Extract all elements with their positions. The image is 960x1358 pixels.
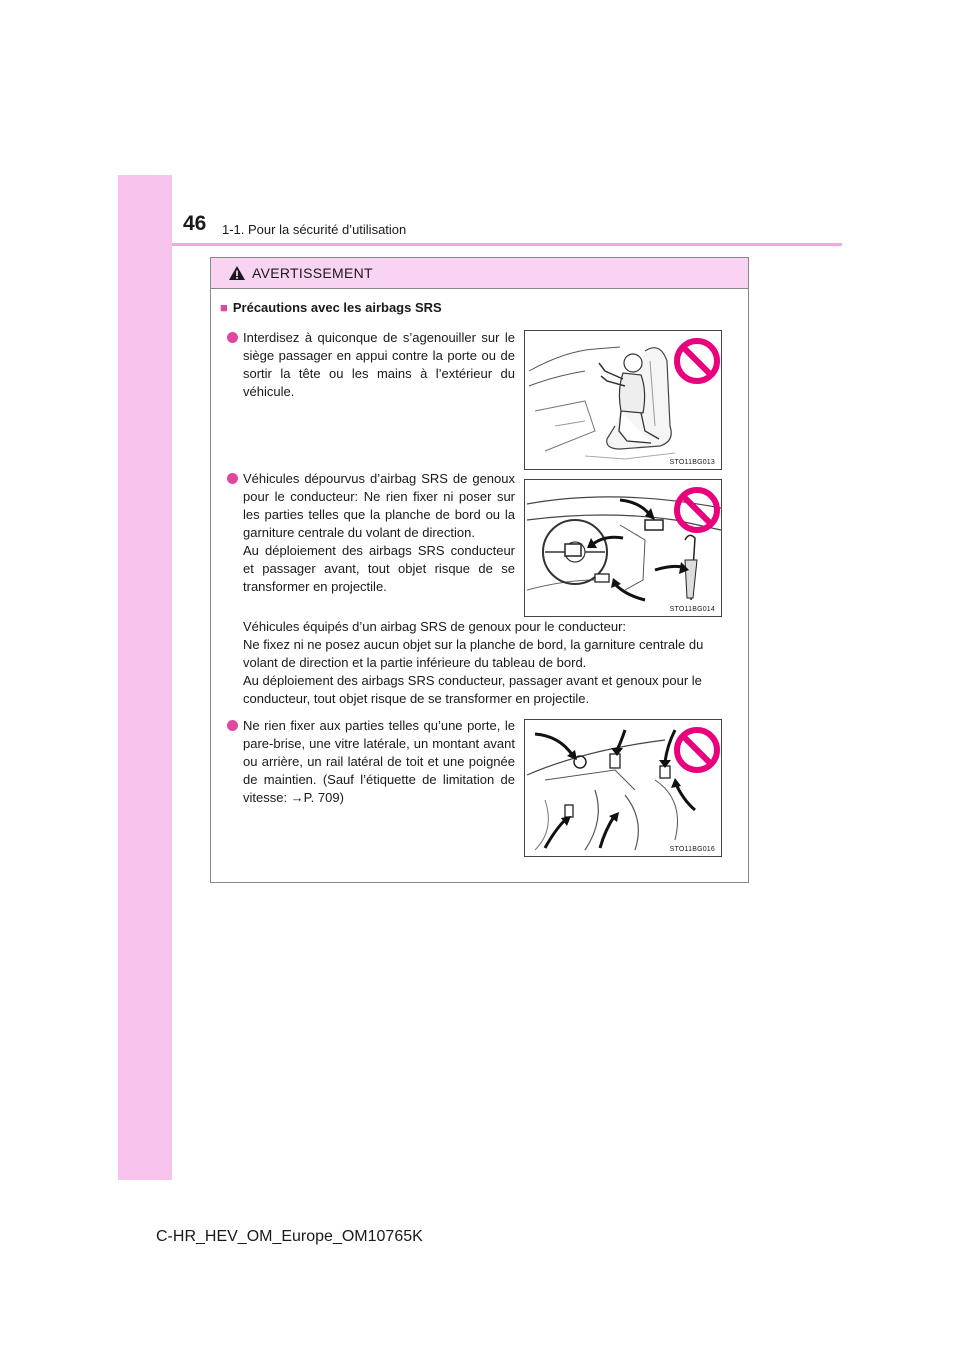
heading-text: Précautions avec les airbags SRS <box>232 300 442 315</box>
figure-code: STO11BG013 <box>669 459 715 466</box>
footer-document-code: C-HR_HEV_OM_Europe_OM10765K <box>156 1228 423 1245</box>
list-item <box>227 470 515 596</box>
warning-title: AVERTISSEMENT <box>252 265 373 281</box>
bullet-icon <box>227 720 238 731</box>
item-continuation <box>243 618 703 708</box>
figure-dashboard-objects <box>524 479 722 617</box>
header-rule <box>172 243 842 246</box>
continuation-line: Véhicules équipés d’un airbag SRS de genoux pour le conducteur: <box>243 619 627 634</box>
section-heading <box>220 300 442 315</box>
figure-kneeling-passenger <box>524 330 722 470</box>
item-text: Interdisez à quiconque de s’agenouiller sur le siège passager en appui contre la porte ou de sortir la tête ou les mains à l’extérieur du véhicule. <box>243 330 515 399</box>
warning-header <box>211 258 748 289</box>
continuation-line: Au déploiement des airbags SRS conducteur, passager avant et genoux pour le <box>243 673 702 688</box>
chapter-side-tab <box>118 175 172 1180</box>
bullet-icon <box>227 332 238 343</box>
item-text: Ne rien fixer aux parties telles qu’une porte, le pare-brise, une vitre latérale, un montant avant ou arrière, un rail latéral de toit et une poignée de maintien. (Sauf l’étiquette de limitation de vitesse: →P. 709) <box>243 718 515 805</box>
figure-code: STO11BG016 <box>669 846 715 853</box>
warning-triangle-icon <box>228 265 246 281</box>
continuation-line: Ne fixez ni ne posez aucun objet sur la planche de bord, la garniture centrale du <box>243 637 704 652</box>
list-item <box>227 717 515 807</box>
figure-door-pillar-objects <box>524 719 722 857</box>
continuation-line: volant de direction et la partie inférieure du tableau de bord. <box>243 655 587 670</box>
prohibition-sign-icon <box>677 730 717 770</box>
square-bullet-icon: ■ <box>220 300 228 315</box>
section-title: 1-1. Pour la sécurité d’utilisation <box>222 222 407 237</box>
page-number: 46 <box>183 212 207 235</box>
warning-box <box>210 257 749 883</box>
bullet-icon <box>227 473 238 484</box>
prohibition-sign-icon <box>677 490 717 530</box>
prohibition-sign-icon <box>677 341 717 381</box>
item-text: Véhicules dépourvus d’airbag SRS de genoux pour le conducteur: Ne rien fixer ni poser sur les parties telles que la planche de bord ou la garniture centrale du volant de direction. <box>243 471 515 540</box>
continuation-line: conducteur, tout objet risque de se transformer en projectile. <box>243 691 590 706</box>
list-item <box>227 329 515 401</box>
item-text: Au déploiement des airbags SRS conducteur et passager avant, tout objet risque de se transformer en projectile. <box>243 543 515 594</box>
figure-code: STO11BG014 <box>669 606 715 613</box>
